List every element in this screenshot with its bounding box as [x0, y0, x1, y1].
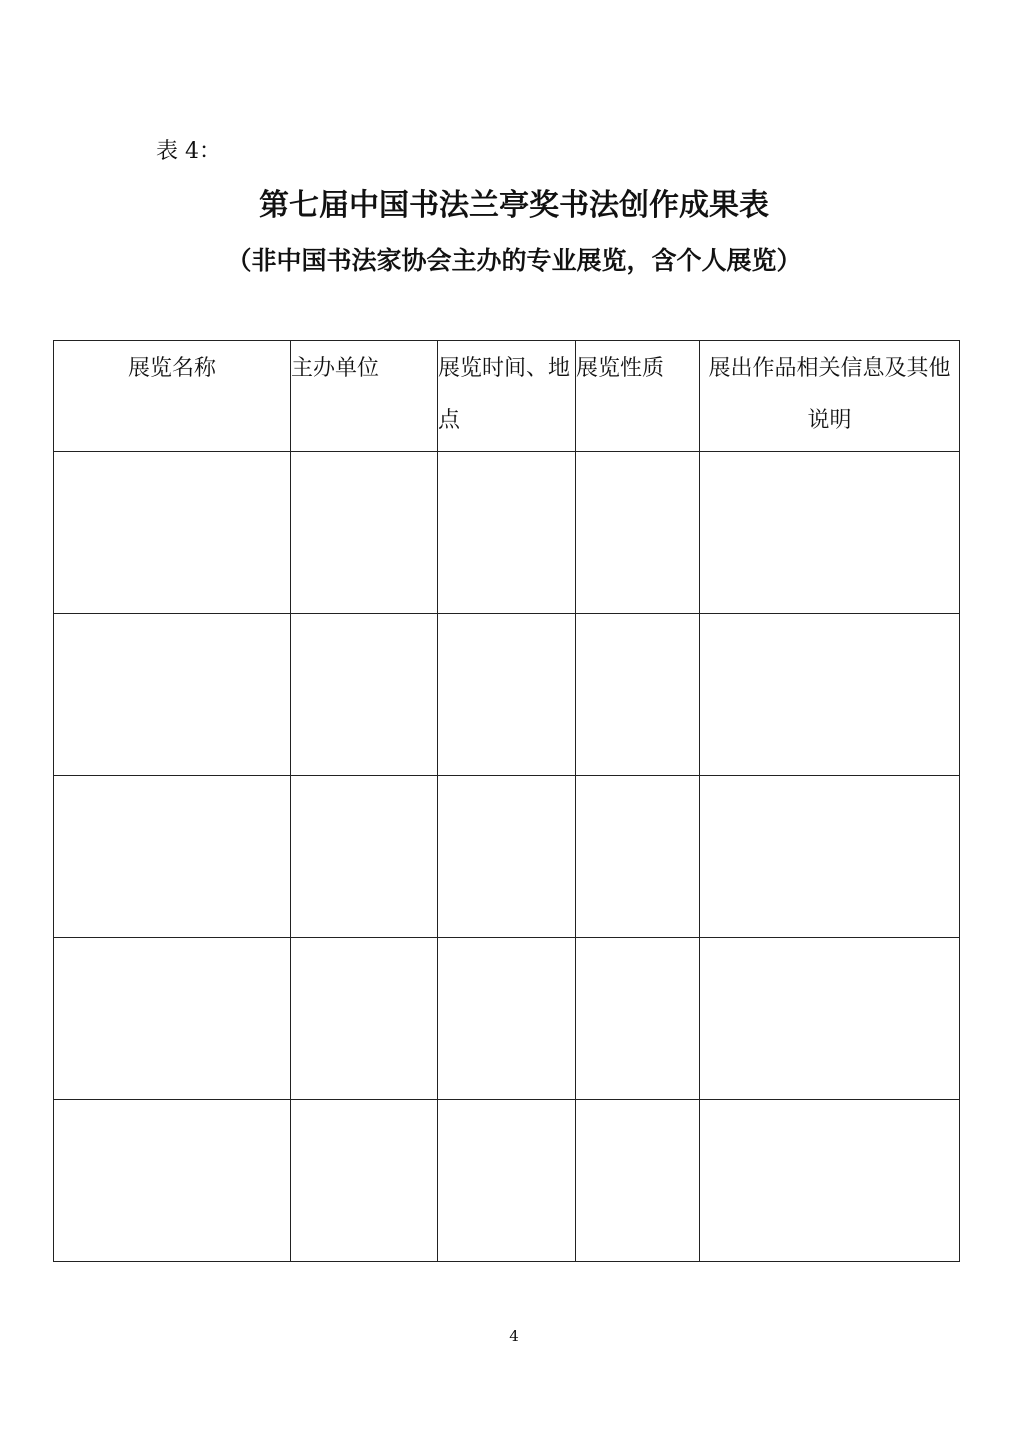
table-cell[interactable] [438, 1100, 576, 1262]
table-cell[interactable] [291, 614, 438, 776]
page-number: 4 [509, 1327, 519, 1345]
table-cell[interactable] [576, 938, 700, 1100]
table-cell[interactable] [291, 1100, 438, 1262]
table-cell[interactable] [576, 452, 700, 614]
table-cell[interactable] [700, 938, 960, 1100]
page-title: 第七届中国书法兰亭奖书法创作成果表 [259, 188, 769, 223]
results-table [53, 340, 960, 1262]
table-label: 表 4： [156, 139, 221, 164]
table-cell[interactable] [700, 776, 960, 938]
table-cell[interactable] [438, 776, 576, 938]
column-header-time-location: 展览时间、地点 [438, 341, 576, 452]
column-header-exhibition-nature: 展览性质 [576, 341, 700, 452]
table-row [54, 1100, 960, 1262]
table-cell[interactable] [438, 452, 576, 614]
table-row [54, 776, 960, 938]
table-cell[interactable] [291, 776, 438, 938]
table-cell[interactable] [438, 614, 576, 776]
table-cell[interactable] [54, 1100, 291, 1262]
table-row [54, 452, 960, 614]
table-row [54, 938, 960, 1100]
table-cell[interactable] [576, 1100, 700, 1262]
table-cell[interactable] [54, 452, 291, 614]
table-header-row [54, 341, 960, 452]
table-cell[interactable] [700, 452, 960, 614]
table-cell[interactable] [54, 938, 291, 1100]
column-header-organizer: 主办单位 [291, 341, 438, 452]
table-cell[interactable] [291, 452, 438, 614]
table-cell[interactable] [54, 614, 291, 776]
table-cell[interactable] [438, 938, 576, 1100]
table-row [54, 614, 960, 776]
table-cell[interactable] [54, 776, 291, 938]
table-cell[interactable] [291, 938, 438, 1100]
column-header-exhibition-name: 展览名称 [54, 341, 291, 452]
table-cell[interactable] [576, 776, 700, 938]
column-header-works-info: 展出作品相关信息及其他说明 [700, 341, 960, 452]
table-cell[interactable] [576, 614, 700, 776]
table-cell[interactable] [700, 614, 960, 776]
table-cell[interactable] [700, 1100, 960, 1262]
page-subtitle: （非中国书法家协会主办的专业展览，含个人展览） [226, 246, 802, 275]
